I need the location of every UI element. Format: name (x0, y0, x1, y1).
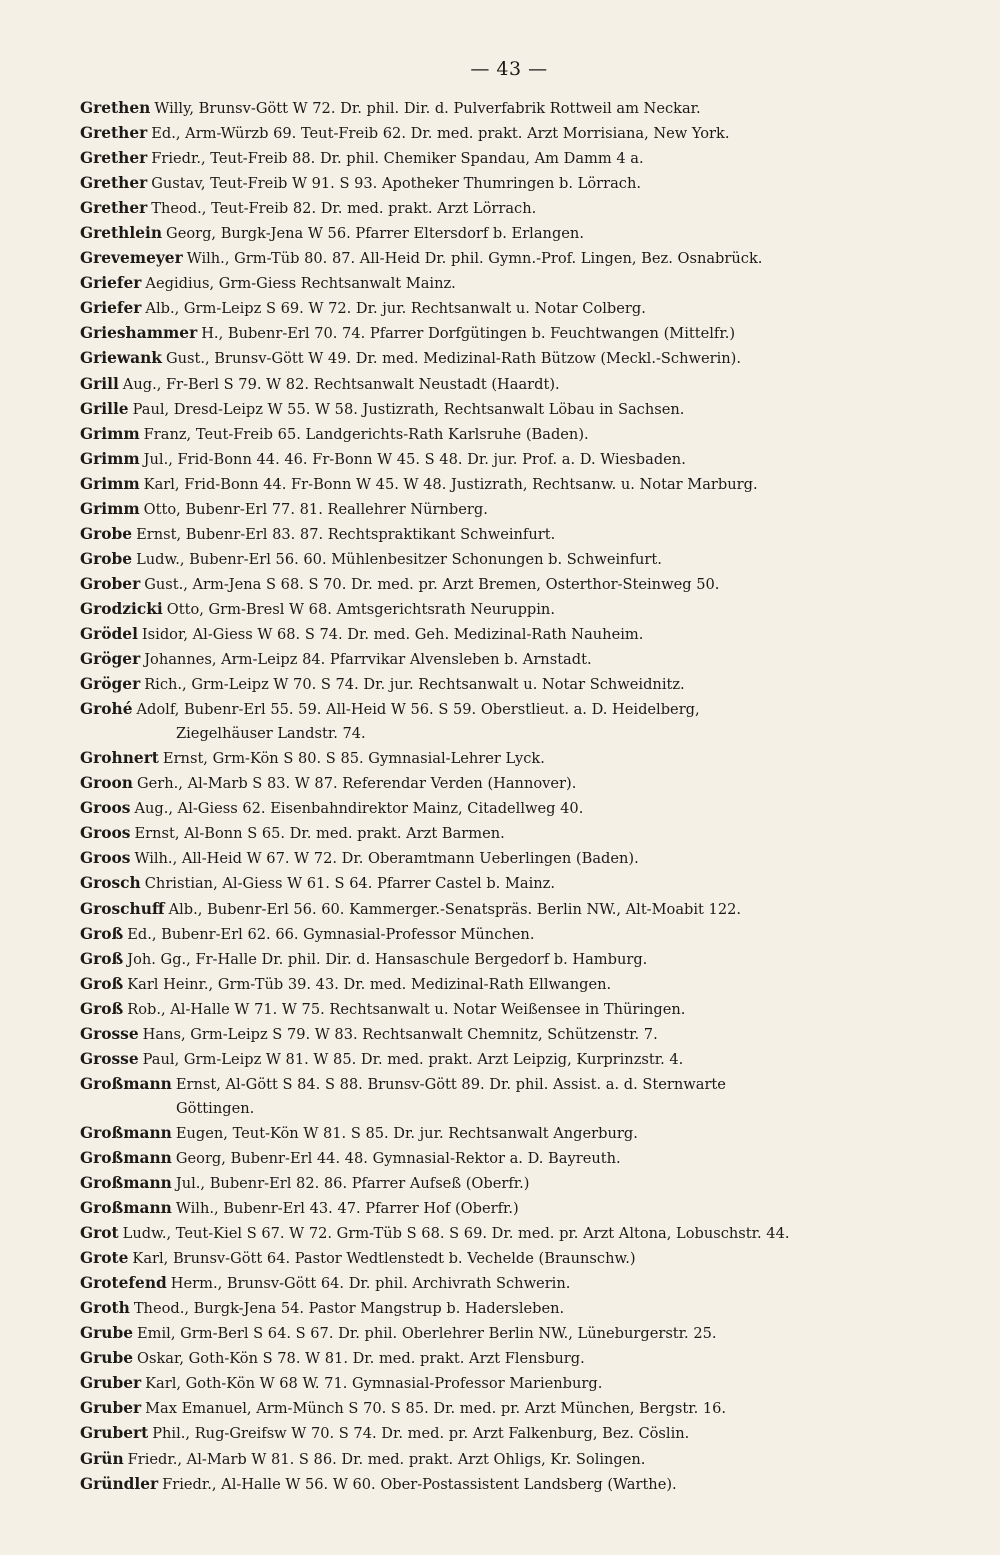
directory-entry (80, 597, 908, 622)
entry-details: Friedr., Al-Halle W 56. W 60. Ober-Postassistent Landsberg (Warthe). (162, 1475, 677, 1493)
entry-details: Phil., Rug-Greifsw W 70. S 74. Dr. med. pr. Arzt Falkenburg, Bez. Cöslin. (152, 1425, 690, 1443)
entry-details: Isidor, Al-Giess W 68. S 74. Dr. med. Geh. Medizinal-Rath Nauheim. (141, 625, 644, 643)
directory-entry (80, 1472, 908, 1497)
entry-surname: Groß (80, 974, 124, 993)
entry-surname: Großmann (80, 1148, 172, 1167)
directory-entry (80, 796, 908, 821)
entry-details: Aegidius, Grm-Giess Rechtsanwalt Mainz. (145, 275, 456, 293)
entry-surname: Grether (80, 124, 148, 143)
entry-surname: Grimm (80, 424, 140, 443)
directory-entry (80, 1171, 908, 1196)
directory-entry (80, 1421, 908, 1446)
entry-details: H., Bubenr-Erl 70. 74. Pfarrer Dorfgütingen b. Feuchtwangen (Mittelfr.) (201, 325, 736, 343)
page-number: — 43 — (470, 58, 548, 80)
entry-details: Jul., Bubenr-Erl 82. 86. Pfarrer Aufseß (Oberfr.) (175, 1175, 530, 1193)
entry-surname: Griewank (80, 349, 162, 368)
entry-details: Paul, Grm-Leipz W 81. W 85. Dr. med. prakt. Arzt Leipzig, Kurprinzstr. 4. (142, 1050, 684, 1068)
entry-surname: Grün (80, 1449, 124, 1468)
entry-details: Eugen, Teut-Kön W 81. S 85. Dr. jur. Rechtsanwalt Angerburg. (175, 1124, 638, 1142)
entry-surname: Grober (80, 574, 141, 593)
entry-details: Johannes, Arm-Leipz 84. Pfarrvikar Alvensleben b. Arnstadt. (144, 651, 592, 669)
entry-surname: Grohnert (80, 749, 159, 768)
directory-entry-continuation (80, 722, 908, 746)
entry-surname: Grosse (80, 1024, 139, 1043)
directory-entry (80, 771, 908, 796)
entry-surname: Groß (80, 924, 124, 943)
entry-details: Christian, Al-Giess W 61. S 64. Pfarrer Castel b. Mainz. (144, 875, 555, 893)
directory-entry (80, 622, 908, 647)
entry-surname: Groschuff (80, 899, 165, 918)
directory-entry (80, 1271, 908, 1296)
entry-details: Aug., Fr-Berl S 79. W 82. Rechtsanwalt Neustadt (Haardt). (122, 375, 560, 393)
entry-details: Otto, Bubenr-Erl 77. 81. Reallehrer Nürnberg. (143, 500, 488, 518)
entry-surname: Grether (80, 199, 148, 218)
entry-details: Ed., Bubenr-Erl 62. 66. Gymnasial-Professor München. (127, 925, 535, 943)
entry-details: Alb., Bubenr-Erl 56. 60. Kammerger.-Senatspräs. Berlin NW., Alt-Moabit 122. (168, 900, 742, 918)
entry-surname: Großmann (80, 1199, 172, 1218)
entry-surname: Großmann (80, 1174, 172, 1193)
entry-surname: Gröger (80, 675, 141, 694)
directory-entry (80, 697, 908, 722)
entry-details: Gust., Arm-Jena S 68. S 70. Dr. med. pr. Arzt Bremen, Osterthor-Steinweg 50. (144, 575, 720, 593)
directory-entry (80, 246, 908, 271)
directory-entry (80, 972, 908, 997)
directory-entry (80, 522, 908, 547)
entry-details: Willy, Brunsv-Gött W 72. Dr. phil. Dir. d. Pulverfabrik Rottweil am Neckar. (154, 100, 701, 117)
entry-details: Karl, Brunsv-Gött 64. Pastor Wedtlenstedt b. Vechelde (Braunschw.) (132, 1250, 636, 1268)
entry-details: Theod., Teut-Freib 82. Dr. med. prakt. Arzt Lörrach. (151, 200, 537, 218)
directory-entry (80, 397, 908, 422)
entry-details: Adolf, Bubenr-Erl 55. 59. All-Heid W 56. S 59. Oberstlieut. a. D. Heidelberg, (136, 701, 700, 719)
entry-surname: Grosch (80, 874, 141, 893)
entry-details: Ludw., Teut-Kiel S 67. W 72. Grm-Tüb S 68. S 69. Dr. med. pr. Arzt Altona, Lobuschstr. 44. (122, 1225, 790, 1243)
entry-details: Oskar, Goth-Kön S 78. W 81. Dr. med. prakt. Arzt Flensburg. (137, 1350, 585, 1368)
entry-surname: Grieshammer (80, 324, 198, 343)
entry-details: Friedr., Teut-Freib 88. Dr. phil. Chemiker Spandau, Am Damm 4 a. (151, 150, 644, 168)
entry-details: Ernst, Al-Gött S 84. S 88. Brunsv-Gött 89. Dr. phil. Assist. a. d. Sternwarte (175, 1075, 726, 1093)
entry-details: Karl, Frid-Bonn 44. Fr-Bonn W 45. W 48. Justizrath, Rechtsanw. u. Notar Marburg. (143, 475, 758, 493)
directory-entry (80, 746, 908, 771)
entry-surname: Groß (80, 999, 124, 1018)
entry-details: Paul, Dresd-Leipz W 55. W 58. Justizrath, Rechtsanwalt Löbau in Sachsen. (132, 400, 685, 418)
directory-entry (80, 497, 908, 522)
entry-details: Ludw., Bubenr-Erl 56. 60. Mühlenbesitzer Schonungen b. Schweinfurt. (136, 550, 662, 568)
directory-entry (80, 1022, 908, 1047)
entry-surname: Grot (80, 1224, 119, 1243)
directory-entry (80, 321, 908, 346)
entry-surname: Griefer (80, 274, 142, 293)
directory-entry (80, 1047, 908, 1072)
entry-surname: Grethen (80, 99, 151, 117)
entry-surname: Grube (80, 1324, 133, 1343)
directory-entry (80, 947, 908, 972)
directory-entry (80, 922, 908, 947)
entry-details: Gustav, Teut-Freib W 91. S 93. Apotheker Thumringen b. Lörrach. (151, 175, 641, 193)
directory-entry (80, 672, 908, 697)
directory-entry (80, 1221, 908, 1246)
directory-entry (80, 846, 908, 871)
entry-surname: Groß (80, 949, 124, 968)
entry-details: Theod., Burgk-Jena 54. Pastor Mangstrup b. Hadersleben. (133, 1300, 565, 1318)
entry-details: Otto, Grm-Bresl W 68. Amtsgerichtsrath Neuruppin. (166, 600, 555, 618)
entry-details: Wilh., All-Heid W 67. W 72. Dr. Oberamtmann Ueberlingen (Baden). (134, 850, 639, 868)
entry-surname: Großmann (80, 1123, 172, 1142)
entry-details: Wilh., Grm-Tüb 80. 87. All-Heid Dr. phil. Gymn.-Prof. Lingen, Bez. Osnabrück. (186, 250, 763, 268)
entry-details: Herm., Brunsv-Gött 64. Dr. phil. Archivrath Schwerin. (170, 1275, 571, 1293)
directory-entry (80, 1371, 908, 1396)
entry-details: Karl, Goth-Kön W 68 W. 71. Gymnasial-Professor Marienburg. (145, 1375, 603, 1393)
directory-entry (80, 447, 908, 472)
directory-entry (80, 96, 908, 121)
entry-surname: Großmann (80, 1074, 172, 1093)
directory-entry (80, 196, 908, 221)
entry-details: Georg, Burgk-Jena W 56. Pfarrer Eltersdorf b. Erlangen. (166, 225, 584, 243)
entry-details: Franz, Teut-Freib 65. Landgerichts-Rath Karlsruhe (Baden). (143, 425, 589, 443)
entry-surname: Grodzicki (80, 599, 163, 618)
directory-entry (80, 171, 908, 196)
entry-surname: Grevemeyer (80, 249, 183, 268)
entry-surname: Grimm (80, 449, 140, 468)
directory-entry-continuation (80, 1097, 908, 1121)
directory-entry (80, 372, 908, 397)
entry-details: Ernst, Al-Bonn S 65. Dr. med. prakt. Arzt Barmen. (134, 825, 505, 843)
entry-surname: Griefer (80, 299, 142, 318)
directory-entry (80, 422, 908, 447)
directory-entry (80, 1346, 908, 1371)
directory-entry (80, 1321, 908, 1346)
entry-details: Jul., Frid-Bonn 44. 46. Fr-Bonn W 45. S 48. Dr. jur. Prof. a. D. Wiesbaden. (143, 450, 686, 468)
entry-details: Wilh., Bubenr-Erl 43. 47. Pfarrer Hof (Oberfr.) (175, 1200, 519, 1218)
entry-surname: Gruber (80, 1374, 142, 1393)
directory-entry (80, 1072, 908, 1097)
entry-surname: Grille (80, 399, 129, 418)
entry-surname: Grill (80, 374, 119, 393)
entry-surname: Grobe (80, 549, 133, 568)
entry-details: Max Emanuel, Arm-Münch S 70. S 85. Dr. med. pr. Arzt München, Bergstr. 16. (145, 1400, 727, 1418)
directory-entry (80, 1447, 908, 1472)
entry-surname: Groos (80, 849, 131, 868)
directory-entry (80, 346, 908, 371)
entry-surname: Groth (80, 1299, 130, 1318)
entry-surname: Groon (80, 774, 133, 793)
entry-surname: Grosse (80, 1049, 139, 1068)
entry-surname: Grödel (80, 624, 138, 643)
directory-entry (80, 296, 908, 321)
directory-entry (80, 547, 908, 572)
entry-surname: Grimm (80, 499, 140, 518)
entry-surname: Groos (80, 824, 131, 843)
entry-surname: Gründler (80, 1474, 159, 1493)
entry-details: Georg, Bubenr-Erl 44. 48. Gymnasial-Rektor a. D. Bayreuth. (175, 1149, 621, 1167)
entry-surname: Grube (80, 1349, 133, 1368)
entry-details: Rob., Al-Halle W 71. W 75. Rechtsanwalt u. Notar Weißensee in Thüringen. (127, 1000, 686, 1018)
entry-surname: Grobe (80, 524, 133, 543)
directory-entry (80, 1246, 908, 1271)
entry-details: Ed., Arm-Würzb 69. Teut-Freib 62. Dr. med. prakt. Arzt Morrisiana, New York. (151, 125, 730, 143)
entry-details: Ernst, Bubenr-Erl 83. 87. Rechtspraktikant Schweinfurt. (136, 525, 556, 543)
directory-entry (80, 221, 908, 246)
entry-details: Alb., Grm-Leipz S 69. W 72. Dr. jur. Rechtsanwalt u. Notar Colberg. (145, 300, 646, 318)
entry-surname: Grimm (80, 474, 140, 493)
directory-entry (80, 472, 908, 497)
directory-entry (80, 1296, 908, 1321)
directory-entry (80, 146, 908, 171)
entry-surname: Grether (80, 149, 148, 168)
entry-details: Ernst, Grm-Kön S 80. S 85. Gymnasial-Lehrer Lyck. (162, 750, 545, 768)
entry-details: Emil, Grm-Berl S 64. S 67. Dr. phil. Oberlehrer Berlin NW., Lüneburgerstr. 25. (137, 1325, 717, 1343)
directory-entry (80, 1396, 908, 1421)
directory-entry (80, 1146, 908, 1171)
entry-details: Friedr., Al-Marb W 81. S 86. Dr. med. prakt. Arzt Ohligs, Kr. Solingen. (127, 1450, 646, 1468)
entry-details: Ziegelhäuser Landstr. 74. (176, 725, 366, 743)
directory-entry (80, 121, 908, 146)
entry-surname: Grote (80, 1249, 129, 1268)
directory-entry (80, 572, 908, 597)
member-directory-list (80, 96, 908, 1497)
entry-surname: Grether (80, 174, 148, 193)
directory-entry (80, 897, 908, 922)
directory-entry (80, 271, 908, 296)
directory-entry (80, 647, 908, 672)
entry-surname: Groos (80, 799, 131, 818)
entry-surname: Grethlein (80, 224, 163, 243)
entry-details: Karl Heinr., Grm-Tüb 39. 43. Dr. med. Medizinal-Rath Ellwangen. (127, 975, 612, 993)
entry-details: Aug., Al-Giess 62. Eisenbahndirektor Mainz, Citadellweg 40. (134, 800, 584, 818)
directory-entry (80, 1196, 908, 1221)
directory-entry (80, 871, 908, 896)
entry-details: Rich., Grm-Leipz W 70. S 74. Dr. jur. Rechtsanwalt u. Notar Schweidnitz. (144, 676, 685, 694)
entry-surname: Gruber (80, 1399, 142, 1418)
entry-details: Hans, Grm-Leipz S 79. W 83. Rechtsanwalt Chemnitz, Schützenstr. 7. (142, 1025, 658, 1043)
entry-details: Joh. Gg., Fr-Halle Dr. phil. Dir. d. Hansaschule Bergedorf b. Hamburg. (127, 950, 648, 968)
entry-surname: Grubert (80, 1424, 149, 1443)
directory-entry (80, 821, 908, 846)
entry-details: Gust., Brunsv-Gött W 49. Dr. med. Medizinal-Rath Bützow (Meckl.-Schwerin). (165, 350, 741, 368)
directory-entry (80, 1121, 908, 1146)
entry-surname: Gröger (80, 650, 141, 669)
entry-surname: Grotefend (80, 1274, 167, 1293)
entry-surname: Grohé (80, 700, 133, 719)
directory-entry (80, 997, 908, 1022)
entry-details: Göttingen. (176, 1099, 255, 1117)
entry-details: Gerh., Al-Marb S 83. W 87. Referendar Verden (Hannover). (136, 775, 577, 793)
